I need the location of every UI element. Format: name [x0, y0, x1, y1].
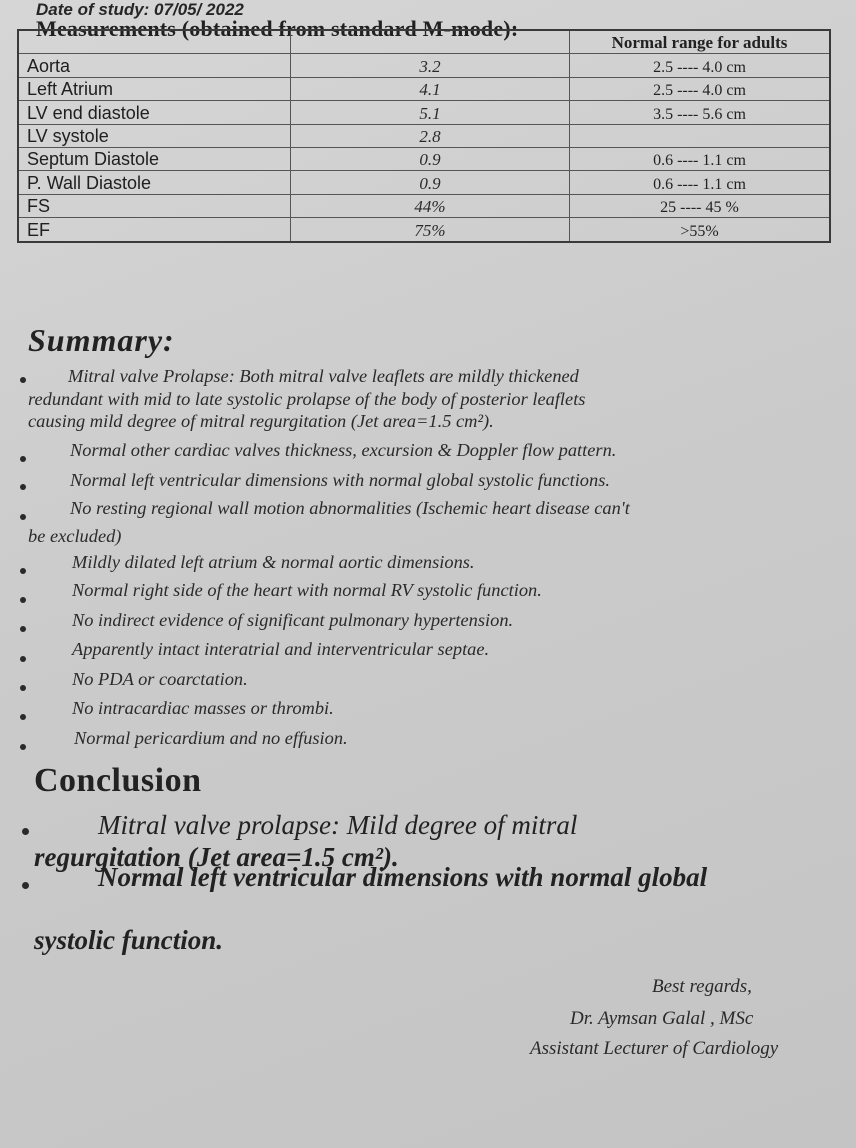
- normal-range: [570, 124, 831, 147]
- measurement-name: Left Atrium: [18, 77, 291, 100]
- conclusion-line: systolic function.: [34, 925, 224, 955]
- summary-title: Summary:: [28, 322, 175, 358]
- summary-line: Mildly dilated left atrium & normal aortic dimensions.: [72, 552, 475, 572]
- table-cell: [291, 30, 570, 54]
- measurement-value: 4.1: [291, 77, 570, 100]
- measurement-name: LV systole: [18, 124, 291, 147]
- bullet-dot: [22, 882, 29, 889]
- normal-range-header: Normal range for adults: [570, 30, 831, 54]
- bullet-dot: [20, 568, 26, 574]
- conclusion-title: Conclusion: [34, 762, 202, 799]
- bullet-dot: [20, 685, 26, 691]
- conclusion-line: Normal left ventricular dimensions with normal global: [98, 862, 708, 892]
- summary-line: Normal left ventricular dimensions with normal global systolic functions.: [70, 470, 610, 490]
- bullet-dot: [20, 377, 26, 383]
- signature-regards: Best regards,: [652, 976, 752, 997]
- table-header-row: [18, 30, 830, 54]
- measurements-table: [17, 29, 831, 243]
- bullet-dot: [20, 456, 26, 462]
- table-row: [18, 101, 830, 124]
- summary-line: No PDA or coarctation.: [72, 669, 248, 689]
- bullet-dot: [20, 484, 26, 490]
- summary-line: redundant with mid to late systolic prolapse of the body of posterior leaflets: [28, 389, 586, 409]
- normal-range: 25 ---- 45 %: [570, 194, 831, 217]
- summary-line: Normal right side of the heart with normal RV systolic function.: [72, 580, 542, 600]
- normal-range: 0.6 ---- 1.1 cm: [570, 147, 831, 170]
- measurement-value: 2.8: [291, 124, 570, 147]
- bullet-dot: [20, 744, 26, 750]
- measurement-name: P. Wall Diastole: [18, 171, 291, 194]
- summary-line: No resting regional wall motion abnormalities (Ischemic heart disease can't: [70, 498, 630, 518]
- measurement-name: LV end diastole: [18, 101, 291, 124]
- bullet-dot: [20, 714, 26, 720]
- table-row: [18, 54, 830, 77]
- summary-line: No intracardiac masses or thrombi.: [72, 698, 334, 718]
- measurement-value: 0.9: [291, 171, 570, 194]
- bullet-dot: [20, 514, 26, 520]
- measurement-name: Septum Diastole: [18, 147, 291, 170]
- summary-line: Normal other cardiac valves thickness, excursion & Doppler flow pattern.: [70, 440, 617, 460]
- summary-line: Mitral valve Prolapse: Both mitral valve leaflets are mildly thickened: [68, 366, 579, 386]
- measurement-value: 0.9: [291, 147, 570, 170]
- measurement-name: Aorta: [18, 54, 291, 77]
- normal-range: 2.5 ---- 4.0 cm: [570, 77, 831, 100]
- measurement-name: FS: [18, 194, 291, 217]
- table-row: [18, 77, 830, 100]
- measurement-name: EF: [18, 218, 291, 242]
- summary-line: Apparently intact interatrial and interventricular septae.: [72, 639, 490, 659]
- date-of-study: Date of study: 07/05/ 2022: [36, 0, 244, 19]
- table-row: [18, 218, 830, 242]
- summary-line: No indirect evidence of significant pulmonary hypertension.: [72, 610, 514, 630]
- measurement-value: 5.1: [291, 101, 570, 124]
- conclusion-line: regurgitation (Jet area=1.5 cm²).: [34, 842, 399, 872]
- bullet-dot: [20, 597, 26, 603]
- measurement-value: 44%: [291, 194, 570, 217]
- bullet-dot: [20, 626, 26, 632]
- normal-range: 0.6 ---- 1.1 cm: [570, 171, 831, 194]
- summary-line: Normal pericardium and no effusion.: [74, 728, 348, 748]
- signature-name: Dr. Aymsan Galal , MSc: [570, 1008, 754, 1029]
- table-row: [18, 194, 830, 217]
- summary-line: be excluded): [28, 526, 122, 546]
- measurement-value: 3.2: [291, 54, 570, 77]
- normal-range: 3.5 ---- 5.6 cm: [570, 101, 831, 124]
- normal-range: >55%: [570, 218, 831, 242]
- bullet-dot: [22, 828, 29, 835]
- normal-range: 2.5 ---- 4.0 cm: [570, 54, 831, 77]
- signature-title: Assistant Lecturer of Cardiology: [530, 1038, 779, 1059]
- table-row: [18, 124, 830, 147]
- table-row: [18, 147, 830, 170]
- bullet-dot: [20, 656, 26, 662]
- measurements-title: Measurements (obtained from standard M-mode):: [36, 16, 519, 41]
- summary-line: causing mild degree of mitral regurgitation (Jet area=1.5 cm²).: [28, 411, 494, 431]
- measurement-value: 75%: [291, 218, 570, 242]
- conclusion-line: Mitral valve prolapse: Mild degree of mitral: [98, 810, 578, 840]
- table-row: [18, 171, 830, 194]
- table-cell: [18, 30, 291, 54]
